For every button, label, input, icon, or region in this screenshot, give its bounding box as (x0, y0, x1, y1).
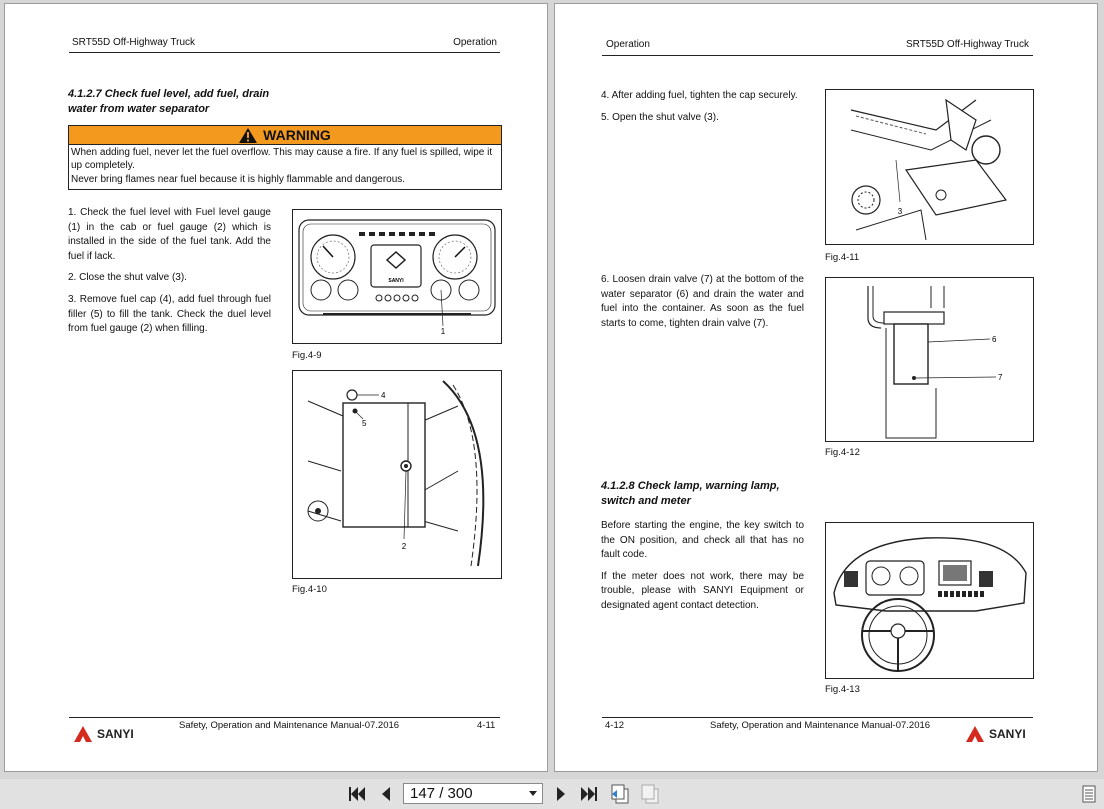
footer-page-number: 4-11 (477, 720, 496, 731)
figure-dashboard-gauges (292, 209, 502, 344)
prev-page-icon (380, 786, 392, 802)
dropdown-icon (529, 791, 537, 797)
figure-fuel-tank (292, 370, 502, 579)
menu-icon (1082, 785, 1096, 803)
header-rule (69, 52, 500, 53)
right-page (555, 4, 1097, 771)
header-left: SRT55D Off-Highway Truck (72, 37, 196, 48)
warning-title-bar (69, 126, 501, 145)
shut-valve-illustration (826, 90, 1033, 244)
footer-title: Safety, Operation and Maintenance Manual-07.2016 (179, 720, 400, 731)
water-separator-illustration (826, 278, 1033, 441)
single-page-view-button[interactable] (608, 783, 632, 805)
step-1: 1. Check the fuel level with Fuel level gauge (1) in the cab or fuel gauge (2) which is installed in the side of the fuel tank. Add the fuel if lack. (68, 207, 271, 262)
two-page-view-icon (639, 784, 661, 804)
fuel-tank-illustration (293, 371, 501, 578)
caption-fig-4-13: Fig.4-13 (825, 684, 860, 695)
footer-rule (69, 717, 500, 718)
caption-fig-4-9: Fig.4-9 (292, 350, 322, 361)
left-page (5, 4, 547, 771)
figure-cab-dashboard (825, 522, 1034, 679)
dashboard-gauges-illustration (293, 210, 501, 343)
step-2: 2. Close the shut valve (3). (68, 272, 187, 284)
callout-1: 1 (440, 327, 446, 336)
footer-title: Safety, Operation and Maintenance Manual-07.2016 (710, 720, 931, 731)
next-page-button[interactable] (551, 783, 571, 805)
first-page-icon (348, 786, 366, 802)
last-page-button[interactable] (578, 783, 600, 805)
callout-4: 4 (381, 391, 386, 400)
callout-7: 7 (998, 373, 1003, 382)
paragraph-2: If the meter does not work, there may be trouble, please with SANYI Equipment or designated agent contact detection. (601, 570, 804, 611)
caption-fig-4-10: Fig.4-10 (292, 584, 327, 595)
last-page-icon (580, 786, 598, 802)
callout-5: 5 (362, 419, 367, 428)
figure-shut-valve (825, 89, 1034, 245)
cab-dashboard-illustration (826, 523, 1033, 678)
section-heading: 4.1.2.8 Check lamp, warning lamp, switch and meter (601, 480, 780, 507)
page-number-select[interactable] (403, 783, 543, 804)
footer-page-number: 4-12 (605, 720, 625, 731)
step-3: 3. Remove fuel cap (4), add fuel through fuel filler (5) to fill the tank. Check the duel level from fuel gauge (2) when filling. (68, 293, 271, 335)
header-right: SRT55D Off-Highway Truck (905, 39, 1029, 50)
sanyi-logo-icon (73, 725, 93, 743)
sanyi-logo-icon (965, 725, 985, 743)
step-6: 6. Loosen drain valve (7) at the bottom of the water separator (6) and drain the water and fuel into the container. As soon as the fuel starts to come, tighten drain valve (7). (601, 274, 804, 329)
single-page-view-icon (609, 784, 631, 804)
viewer-toolbar (0, 779, 1104, 809)
header-right: Operation (453, 37, 497, 48)
left-steps (68, 206, 271, 344)
step-5: 5. Open the shut valve (3). (601, 111, 719, 123)
dashboard-brand-label: SANYI (388, 278, 404, 284)
paragraph-1: Before starting the engine, the key switch to the ON position, and check all that has no fault code. (601, 520, 804, 561)
right-steps-top (601, 89, 811, 132)
header-left: Operation (606, 39, 650, 50)
warning-triangle-icon (239, 128, 257, 143)
warning-box (68, 125, 502, 190)
callout-3: 3 (897, 207, 903, 216)
figure-water-separator (825, 277, 1034, 442)
callout-6: 6 (992, 335, 997, 344)
sanyi-logo: SANYI (965, 725, 1026, 743)
warning-title: WARNING (263, 127, 331, 143)
right-paragraphs (601, 519, 804, 621)
caption-fig-4-12: Fig.4-12 (825, 447, 860, 458)
header-rule (602, 55, 1033, 56)
menu-button[interactable] (1080, 783, 1098, 805)
first-page-button[interactable] (346, 783, 368, 805)
callout-2: 2 (401, 542, 407, 551)
caption-fig-4-11: Fig.4-11 (825, 252, 860, 263)
prev-page-button[interactable] (376, 783, 396, 805)
page-indicator: 147 / 300 (410, 785, 473, 802)
next-page-icon (555, 786, 567, 802)
sanyi-logo: SANYI (73, 725, 134, 743)
section-heading: 4.1.2.7 Check fuel level, add fuel, drain water from water separator (68, 88, 270, 115)
step-4: 4. After adding fuel, tighten the cap securely. (601, 90, 798, 101)
warning-text: When adding fuel, never let the fuel overflow. This may cause a fire. If any fuel is spilled, wipe it up completely. Never bring flames near fuel because it is highly flammable and dangerous. (71, 147, 493, 185)
two-page-view-button[interactable] (638, 783, 662, 805)
footer-rule (602, 717, 1033, 718)
